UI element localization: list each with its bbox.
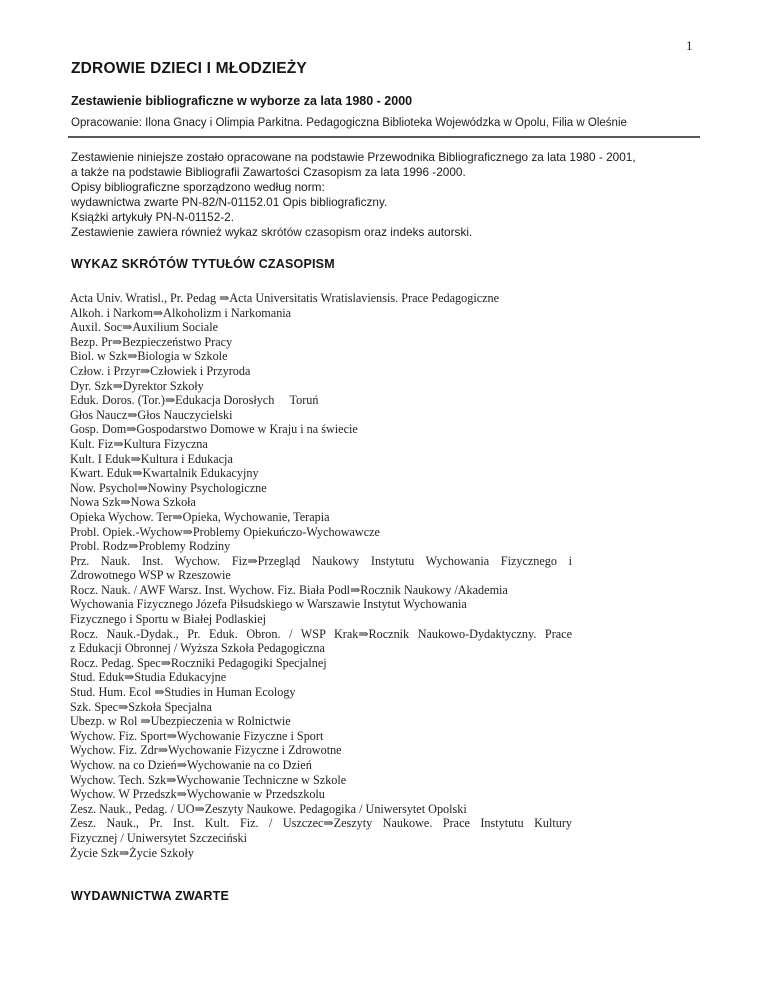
abbreviation-line: Alkoh. i Narkom⇒Alkoholizm i Narkomania <box>70 305 292 320</box>
intro-line: Zestawienie zawiera również wykaz skrótów czasopism oraz indeks autorski. <box>71 225 473 239</box>
abbreviation-line: Acta Univ. Wratisl., Pr. Pedag ⇒Acta Universitatis Wratislaviensis. Prace Pedagogiczne <box>70 291 500 305</box>
abbreviation-line: Eduk. Doros. (Tor.)⇒Edukacja Dorosłych Toruń <box>70 393 319 408</box>
abbreviation-line: Biol. w Szk⇒Biologia w Szkole <box>70 349 228 364</box>
section-heading-abbreviations: WYKAZ SKRÓTÓW TYTUŁÓW CZASOPISM <box>71 257 335 271</box>
abbreviation-line: Wychowania Fizycznego Józefa Piłsudskiego w Warszawie Instytut Wychowania <box>70 597 467 612</box>
header-divider <box>68 136 700 138</box>
abbreviation-line: Rocz. Nauk.-Dydak., Pr. Eduk. Obron. / WSP Krak⇒Rocznik Naukowo-Dydaktyczny. Prace <box>70 626 572 641</box>
abbreviation-line: Probl. Opiek.-Wychow⇒Problemy Opiekuńczo-Wychowawcze <box>70 524 380 539</box>
abbreviation-line: Stud. Hum. Ecol ⇒Studies in Human Ecology <box>70 685 296 700</box>
abbreviation-line: Ubezp. w Rol ⇒Ubezpieczenia w Rolnictwie <box>70 714 291 729</box>
abbreviation-line: z Edukacji Obronnej / Wyższa Szkoła Pedagogiczna <box>70 641 325 656</box>
abbreviation-line: Wychow. Tech. Szk⇒Wychowanie Techniczne w Szkole <box>70 772 347 787</box>
intro-line: Opisy bibliograficzne sporządzono według norm: <box>71 180 325 194</box>
abbreviation-line: Probl. Rodz⇒Problemy Rodziny <box>70 539 231 554</box>
intro-line: a także na podstawie Bibliografii Zawartości Czasopism za lata 1996 -2000. <box>71 165 466 179</box>
abbreviation-list <box>70 291 572 860</box>
abbreviation-line: Opieka Wychow. Ter⇒Opieka, Wychowanie, Terapia <box>70 509 330 524</box>
abbreviation-line: Now. Psychol⇒Nowiny Psychologiczne <box>70 480 267 495</box>
abbreviation-line: Zdrowotnego WSP w Rzeszowie <box>70 568 231 583</box>
abbreviation-line: Zesz. Nauk., Pr. Inst. Kult. Fiz. / Uszczec⇒Zeszyty Naukowe. Prace Instytutu Kultury <box>70 816 572 831</box>
abbreviation-line: Rocz. Nauk. / AWF Warsz. Inst. Wychow. Fiz. Biała Podl⇒Rocznik Naukowy /Akademia <box>70 582 508 597</box>
abbreviation-line: Fizycznej / Uniwersytet Szczeciński <box>70 830 247 845</box>
abbreviation-line: Kult. I Eduk⇒Kultura i Edukacja <box>70 451 233 466</box>
intro-line: Zestawienie niniejsze zostało opracowane na podstawie Przewodnika Bibliograficznego za lata 1980 - 2001, <box>71 150 636 164</box>
intro-line: Książki artykuły PN-N-01152-2. <box>71 210 235 224</box>
intro-line: wydawnictwa zwarte PN-82/N-01152.01 Opis bibliograficzny. <box>71 195 388 209</box>
section-heading-monographs: WYDAWNICTWA ZWARTE <box>71 889 229 903</box>
abbreviation-line: Kult. Fiz⇒Kultura Fizyczna <box>70 436 208 451</box>
abbreviation-line: Auxil. Soc⇒Auxilium Sociale <box>70 320 218 335</box>
abbreviation-line: Zesz. Nauk., Pedag. / UO⇒Zeszyty Naukowe. Pedagogika / Uniwersytet Opolski <box>70 801 467 816</box>
abbreviation-line: Gosp. Dom⇒Gospodarstwo Domowe w Kraju i na świecie <box>70 422 358 437</box>
intro-paragraph <box>71 150 731 240</box>
abbreviation-line: Rocz. Pedag. Spec⇒Roczniki Pedagogiki Specjalnej <box>70 655 327 670</box>
abbreviation-line: Głos Naucz⇒Głos Nauczycielski <box>70 407 233 422</box>
abbreviation-line: Fizycznego i Sportu w Białej Podlaskiej <box>70 612 266 627</box>
abbreviation-line: Wychow. Fiz. Sport⇒Wychowanie Fizyczne i Sport <box>70 728 324 743</box>
abbreviation-line: Szk. Spec⇒Szkoła Specjalna <box>70 699 212 714</box>
abbreviation-line: Stud. Eduk⇒Studia Edukacyjne <box>70 670 227 685</box>
abbreviation-line: Nowa Szk⇒Nowa Szkoła <box>70 495 196 510</box>
page-number: 1 <box>686 38 693 53</box>
document-byline: Opracowanie: Ilona Gnacy i Olimpia Parkitna. Pedagogiczna Biblioteka Wojewódzka w Opolu, Filia w Oleśnie <box>71 117 627 129</box>
abbreviation-line: Dyr. Szk⇒Dyrektor Szkoły <box>70 378 204 393</box>
abbreviation-line: Kwart. Eduk⇒Kwartalnik Edukacyjny <box>70 466 259 481</box>
abbreviation-line: Bezp. Pr⇒Bezpieczeństwo Pracy <box>70 334 233 349</box>
abbreviation-line: Wychow. Fiz. Zdr⇒Wychowanie Fizyczne i Zdrowotne <box>70 743 342 758</box>
abbreviation-line: Człow. i Przyr⇒Człowiek i Przyroda <box>70 363 251 378</box>
abbreviation-line: Prz. Nauk. Inst. Wychow. Fiz⇒Przegląd Naukowy Instytutu Wychowania Fizycznego i <box>70 553 572 568</box>
abbreviation-line: Wychow. na co Dzień⇒Wychowanie na co Dzień <box>70 758 312 772</box>
document-subtitle: Zestawienie bibliograficzne w wyborze za lata 1980 - 2000 <box>71 94 413 108</box>
abbreviation-line: Życie Szk⇒Życie Szkoły <box>70 845 194 860</box>
document-title: ZDROWIE DZIECI I MŁODZIEŻY <box>71 60 307 77</box>
abbreviation-line: Wychow. W Przedszk⇒Wychowanie w Przedszkolu <box>70 787 325 802</box>
